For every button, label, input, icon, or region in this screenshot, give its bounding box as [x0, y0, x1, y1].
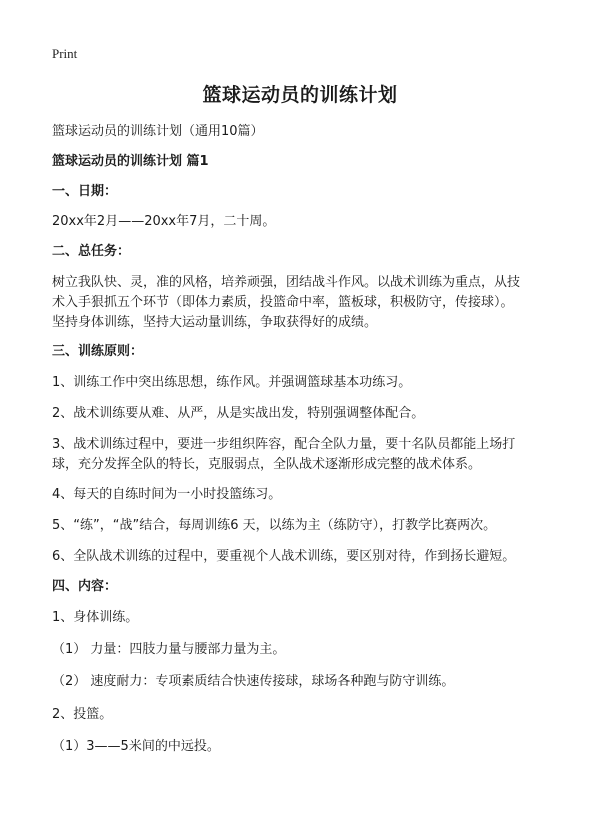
principle-6: 6、全队战术训练的过程中，要重视个人战术训练，要区别对待，作到扬长避短。	[52, 549, 516, 564]
heading-task: 二、总任务：	[52, 244, 131, 259]
date-text: 20xx年2月——20xx年7月，二十周。	[52, 214, 276, 229]
principle-3-line: 3、战术训练过程中，要进一步组织阵容，配合全队力量，要十名队员都能上场打	[52, 437, 516, 452]
heading-principle: 三、训练原则：	[52, 344, 144, 359]
content-2: 2、投篮。	[52, 707, 113, 722]
principle-1: 1、训练工作中突出练思想，练作风。并强调篮球基本功练习。	[52, 375, 412, 390]
content-1: 1、身体训练。	[52, 610, 139, 625]
principle-4: 4、每天的自练时间为一小时投篮练习。	[52, 487, 282, 502]
principle-3-line: 球，充分发挥全队的特长，克服弱点，全队战术逐渐形成完整的战术体系。	[52, 457, 482, 472]
task-line: 树立我队快、灵，准的风格，培养顽强，团结战斗作风。以战术训练为重点，从技	[52, 275, 521, 290]
principle-5: 5、“练”，“战”结合，每周训练6 天，以练为主（练防守），打教学比赛两次。	[52, 518, 497, 533]
principle-3	[52, 435, 574, 475]
section-title: 篮球运动员的训练计划 篇1	[52, 154, 209, 169]
heading-content: 四、内容：	[52, 579, 118, 594]
principle-2: 2、战术训练要从难、从严，从是实战出发，特别强调整体配合。	[52, 406, 425, 421]
content-1b: （2） 速度耐力：专项素质结合快速传接球，球场各种跑与防守训练。	[52, 674, 455, 689]
task-line: 术入手狠抓五个环节（即体力素质，投篮命中率，篮板球，积极防守，传接球）。	[52, 295, 514, 310]
heading-date: 一、日期：	[52, 184, 118, 199]
subtitle: 篮球运动员的训练计划（通用10篇）	[52, 124, 264, 139]
task-line: 坚持身体训练，坚持大运动量训练，争取获得好的成绩。	[52, 315, 378, 330]
content-1a: （1） 力量：四肢力量与腰部力量为主。	[52, 642, 286, 657]
content-2a: （1）3——5米间的中远投。	[52, 739, 220, 754]
print-link[interactable]: Print	[52, 46, 78, 61]
task-paragraph	[52, 273, 574, 333]
page-title: 篮球运动员的训练计划	[202, 84, 398, 106]
